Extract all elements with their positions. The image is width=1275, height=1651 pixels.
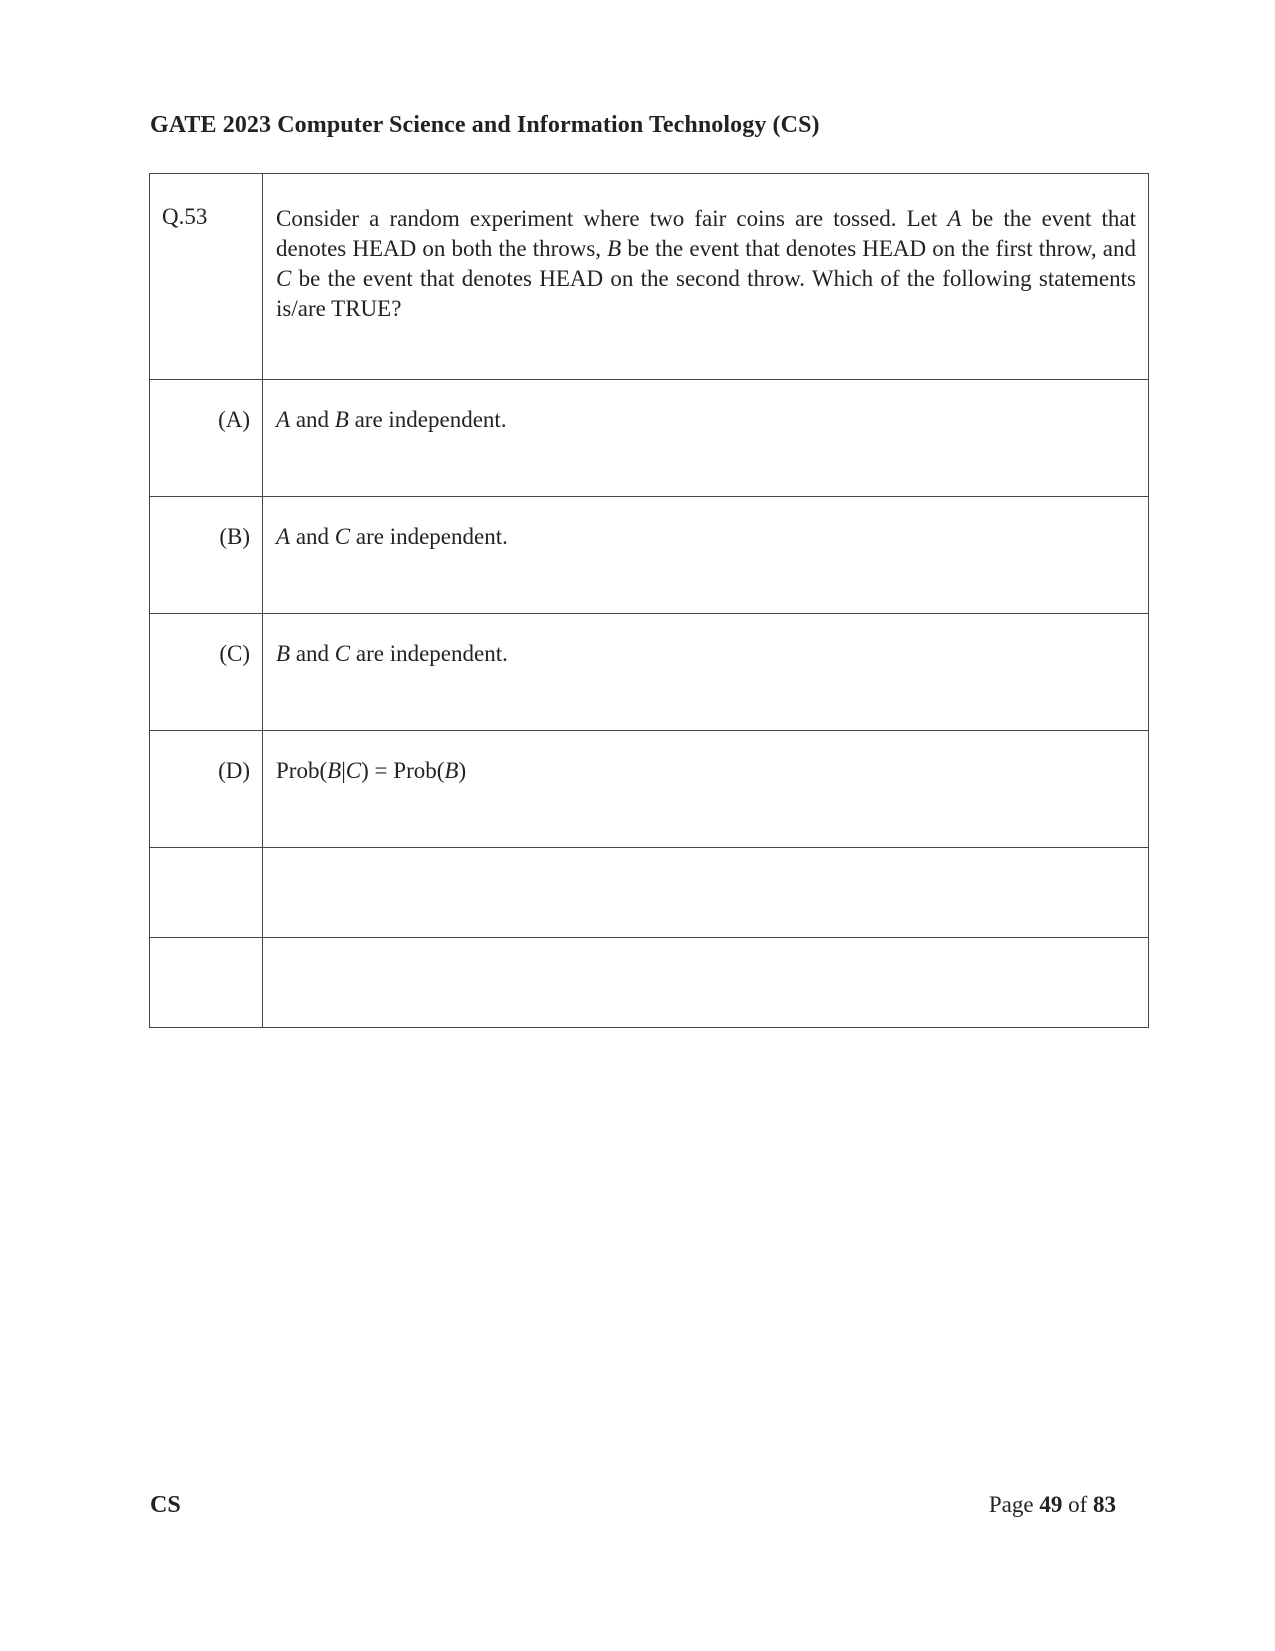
option-text-mid: and [290, 524, 335, 549]
stem-text-1: Consider a random experiment where two fair coins are tossed. Let [276, 206, 948, 231]
option-label: (B) [150, 497, 263, 614]
formula-var: B [444, 758, 459, 783]
empty-cell [263, 848, 1149, 938]
option-var: B [334, 407, 349, 432]
option-text [263, 731, 1149, 848]
stem-text-3: be the event that denotes HEAD on the first throw, and [621, 236, 1136, 261]
empty-cell [150, 938, 263, 1028]
page-header-title: GATE 2023 Computer Science and Information Technology (CS) [150, 112, 820, 138]
question-number: Q.53 [150, 174, 263, 380]
option-text-tail: are independent. [348, 407, 507, 432]
footer-subject-code: CS [150, 1492, 181, 1518]
option-label: (C) [150, 614, 263, 731]
stem-text-4: be the event that denotes HEAD on the second throw. Which of the following statements is/are TRUE? [276, 266, 1136, 321]
option-var: C [334, 641, 351, 666]
option-text-tail: are independent. [350, 641, 508, 666]
option-row-a [150, 380, 1149, 497]
empty-cell [150, 848, 263, 938]
option-row-c [150, 614, 1149, 731]
empty-cell [263, 938, 1149, 1028]
stem-var-b: B [607, 236, 622, 261]
formula-var: C [345, 758, 362, 783]
page-current: 49 [1039, 1492, 1063, 1517]
page-total: 83 [1093, 1492, 1116, 1517]
empty-row [150, 848, 1149, 938]
option-text-tail: are independent. [350, 524, 508, 549]
formula-bar: | [341, 758, 346, 783]
option-label: (D) [150, 731, 263, 848]
stem-text-2: be the event that denotes HEAD on both the throws, [276, 206, 1136, 261]
option-label: (A) [150, 380, 263, 497]
option-var: C [334, 524, 351, 549]
option-var: A [276, 407, 291, 432]
option-row-d [150, 731, 1149, 848]
option-text [263, 497, 1149, 614]
formula-part: Prob( [276, 758, 328, 783]
option-text-mid: and [290, 407, 335, 432]
formula-part: ) [458, 758, 467, 783]
question-table [149, 173, 1149, 1028]
question-stem [263, 174, 1149, 380]
option-row-b [150, 497, 1149, 614]
empty-row [150, 938, 1149, 1028]
option-text [263, 614, 1149, 731]
page-of: of [1062, 1492, 1093, 1517]
formula-var: B [327, 758, 342, 783]
stem-var-a: A [947, 206, 962, 231]
option-text-mid: and [290, 641, 335, 666]
option-text [263, 380, 1149, 497]
option-var: A [276, 524, 291, 549]
stem-var-c: C [276, 266, 292, 291]
page-prefix: Page [988, 1492, 1040, 1517]
formula-part: ) = Prob( [361, 758, 445, 783]
question-stem-row [150, 174, 1149, 380]
footer-page-number [989, 1492, 1116, 1518]
option-var: B [276, 641, 291, 666]
